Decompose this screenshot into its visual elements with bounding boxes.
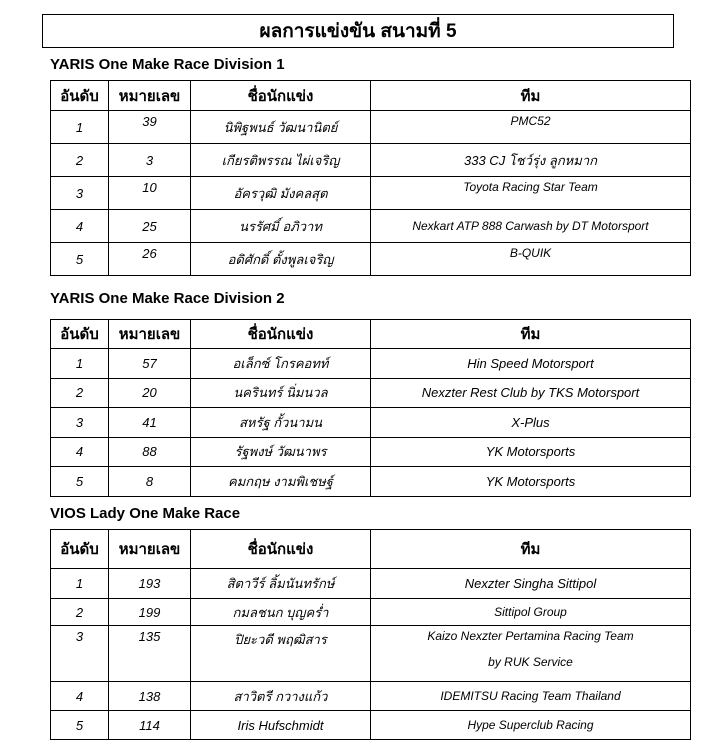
team-cell: Nexkart ATP 888 Carwash by DT Motorsport (371, 210, 691, 243)
driver-cell: คมกฤษ งามพิเชษฐ์ (191, 467, 371, 497)
team-cell: 333 CJ โชว์รุ่ง ลูกหมาก (371, 144, 691, 177)
number-cell: 193 (109, 569, 191, 599)
header-team: ทีม (371, 320, 691, 349)
number-cell: 114 (109, 711, 191, 740)
driver-cell: อัครวุฒิ มังคลสุต (191, 177, 371, 210)
driver-cell: เกียรติพรรณ ไผ่เจริญ (191, 144, 371, 177)
number-cell: 57 (109, 349, 191, 379)
team-cell: Hype Superclub Racing (371, 711, 691, 740)
rank-cell: 2 (51, 144, 109, 177)
header-number: หมายเลข (109, 320, 191, 349)
table-row (51, 711, 691, 740)
number-cell: 88 (109, 437, 191, 467)
rank-cell: 4 (51, 437, 109, 467)
header-number: หมายเลข (109, 81, 191, 111)
table-row (51, 599, 691, 626)
results-table-division-2 (50, 319, 691, 497)
rank-cell: 1 (51, 111, 109, 144)
driver-cell: นิพิฐพนธ์ วัฒนานิตย์ (191, 111, 371, 144)
driver-cell: สาวิตรี กวางแก้ว (191, 682, 371, 711)
header-number: หมายเลข (109, 530, 191, 569)
team-cell: PMC52 (371, 111, 691, 144)
team-cell: IDEMITSU Racing Team Thailand (371, 682, 691, 711)
driver-cell: สิตาวีร์ ลิ้มนันทรักษ์ (191, 569, 371, 599)
rank-cell: 5 (51, 711, 109, 740)
results-table-vios-lady (50, 529, 691, 740)
rank-cell: 3 (51, 408, 109, 438)
number-cell: 199 (109, 599, 191, 626)
team-cell: Toyota Racing Star Team (371, 177, 691, 210)
driver-cell: กมลชนก บุญคร่ำ (191, 599, 371, 626)
driver-cell: สหรัฐ กั้วนามน (191, 408, 371, 438)
team-cell: YK Motorsports (371, 467, 691, 497)
header-driver: ชื่อนักแข่ง (191, 81, 371, 111)
table-header-row (51, 320, 691, 349)
results-table-division-1 (50, 80, 691, 276)
table-row (51, 243, 691, 276)
team-cell: B-QUIK (371, 243, 691, 276)
table-header-row (51, 81, 691, 111)
driver-cell: นรรัศมิ์ อภิวาท (191, 210, 371, 243)
rank-cell: 4 (51, 682, 109, 711)
header-rank: อันดับ (51, 81, 109, 111)
team-cell: YK Motorsports (371, 437, 691, 467)
team-cell: Sittipol Group (371, 599, 691, 626)
team-cell: Nexzter Rest Club by TKS Motorsport (371, 378, 691, 408)
table-row (51, 682, 691, 711)
header-rank: อันดับ (51, 530, 109, 569)
table-row (51, 467, 691, 497)
header-driver: ชื่อนักแข่ง (191, 320, 371, 349)
section-title-vios-lady: VIOS Lady One Make Race (50, 505, 241, 522)
table-row (51, 569, 691, 599)
table-row (51, 210, 691, 243)
rank-cell: 1 (51, 569, 109, 599)
driver-cell: อดิศักดิ์ ตั้งพูลเจริญ (191, 243, 371, 276)
driver-cell: นครินทร์ นิ่มนวล (191, 378, 371, 408)
header-team: ทีม (371, 81, 691, 111)
table-row (51, 626, 691, 682)
header-rank: อันดับ (51, 320, 109, 349)
rank-cell: 5 (51, 467, 109, 497)
number-cell: 41 (109, 408, 191, 438)
team-line-1: Kaizo Nexzter Pertamina Racing Team (427, 629, 634, 643)
number-cell: 20 (109, 378, 191, 408)
rank-cell: 1 (51, 349, 109, 379)
table-header-row (51, 530, 691, 569)
table-row (51, 378, 691, 408)
page-title: ผลการแข่งขัน สนามที่ 5 (42, 14, 674, 48)
rank-cell: 4 (51, 210, 109, 243)
rank-cell: 2 (51, 599, 109, 626)
table-row (51, 349, 691, 379)
driver-cell: รัฐพงษ์ วัฒนาพร (191, 437, 371, 467)
driver-cell: อเล็กซ์ โกรคอทท์ (191, 349, 371, 379)
driver-cell: ปิยะวดี พฤฒิสาร (191, 626, 371, 682)
team-cell: Hin Speed Motorsport (371, 349, 691, 379)
number-cell: 25 (109, 210, 191, 243)
header-driver: ชื่อนักแข่ง (191, 530, 371, 569)
team-cell: Nexzter Singha Sittipol (371, 569, 691, 599)
rank-cell: 2 (51, 378, 109, 408)
rank-cell: 3 (51, 177, 109, 210)
driver-cell: Iris Hufschmidt (191, 711, 371, 740)
table-row (51, 408, 691, 438)
header-team: ทีม (371, 530, 691, 569)
team-cell (371, 626, 691, 682)
number-cell: 26 (109, 243, 191, 276)
table-row (51, 111, 691, 144)
number-cell: 8 (109, 467, 191, 497)
table-row (51, 437, 691, 467)
team-cell: X-Plus (371, 408, 691, 438)
table-row (51, 177, 691, 210)
number-cell: 135 (109, 626, 191, 682)
number-cell: 39 (109, 111, 191, 144)
table-row (51, 144, 691, 177)
section-title-division-1: YARIS One Make Race Division 1 (50, 56, 285, 73)
team-line-2: by RUK Service (488, 655, 573, 669)
number-cell: 10 (109, 177, 191, 210)
number-cell: 3 (109, 144, 191, 177)
rank-cell: 3 (51, 626, 109, 682)
number-cell: 138 (109, 682, 191, 711)
rank-cell: 5 (51, 243, 109, 276)
section-title-division-2: YARIS One Make Race Division 2 (50, 290, 285, 307)
